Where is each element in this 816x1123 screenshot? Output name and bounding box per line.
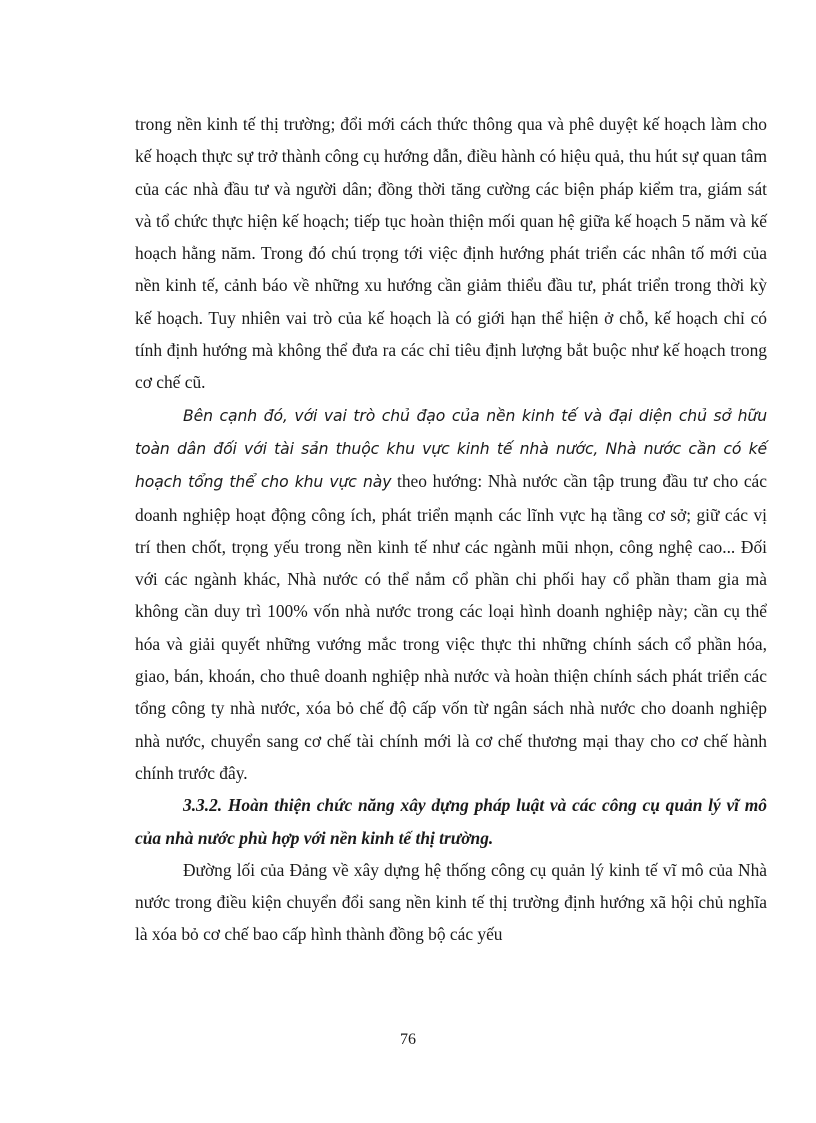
paragraph-italic-lead: Bên cạnh đó, với vai trò chủ đạo của nền kinh tế và đại diện chủ sở hữu toàn dân đối với tài sản thuộc khu vực kinh tế nhà nước, Nhà nước cần có kế hoạch tổng thể cho khu vực này — [135, 406, 767, 492]
paragraph-continuation: trong nền kinh tế thị trường; đổi mới cách thức thông qua và phê duyệt kế hoạch làm cho kế hoạch thực sự trở thành công cụ hướng dẫn, điều hành có hiệu quả, thu hút sự quan tâm của các nhà đầu tư và người dân; đồng thời tăng cường các biện pháp kiểm tra, giám sát và tổ chức thực hiện kế hoạch; tiếp tục hoàn thiện mối quan hệ giữa kế hoạch 5 năm và kế hoạch hằng năm. Trong đó chú trọng tới việc định hướng phát triển các nhân tố mới của nền kinh tế, cảnh báo về những xu hướng cần giảm thiểu đầu tư, phát triển trong thời kỳ kế hoạch. Tuy nhiên vai trò của kế hoạch là có giới hạn thể hiện ở chỗ, kế hoạch chỉ có tính định hướng mà không thể đưa ra các chỉ tiêu định lượng bắt buộc như kế hoạch trong cơ chế cũ. — [135, 114, 767, 393]
paragraph-state-plan — [135, 399, 767, 790]
paragraph-macro-tools: Đường lối của Đảng về xây dựng hệ thống công cụ quản lý kinh tế vĩ mô của Nhà nước trong điều kiện chuyển đổi sang nền kinh tế thị trường định hướng xã hội chủ nghĩa là xóa bỏ cơ chế bao cấp hình thành đồng bộ các yếu — [135, 859, 767, 945]
section-heading: 3.3.2. Hoàn thiện chức năng xây dựng pháp luật và các công cụ quản lý vĩ mô của nhà nước phù hợp với nền kinh tế thị trường. — [135, 795, 767, 848]
paragraph-body-text: theo hướng: Nhà nước cần tập trung đầu tư cho các doanh nghiệp hoạt động công ích, phát triển mạnh các lĩnh vực hạ tầng cơ sở; giữ các vị trí then chốt, trọng yếu trong nền kinh tế như các ngành mũi nhọn, công nghệ cao... Đối với các ngành khác, Nhà nước có thể nắm cổ phần chi phối hay cổ phần tham gia mà không cần duy trì 100% vốn nhà nước trong các loại hình doanh nghiệp này; cần cụ thể hóa và giải quyết những vướng mắc trong việc thực thi những chính sách cổ phần hóa, giao, bán, khoán, cho thuê doanh nghiệp nhà nước và hoàn thiện chính sách phát triển các tổng công ty nhà nước, xóa bỏ chế độ cấp vốn từ ngân sách nhà nước cho doanh nghiệp nhà nước, chuyển sang cơ chế tài chính mới là cơ chế thương mại thay cho cơ chế hành chính trước đây. — [135, 471, 767, 783]
document-body — [135, 108, 767, 951]
page-number: 76 — [400, 1031, 416, 1048]
